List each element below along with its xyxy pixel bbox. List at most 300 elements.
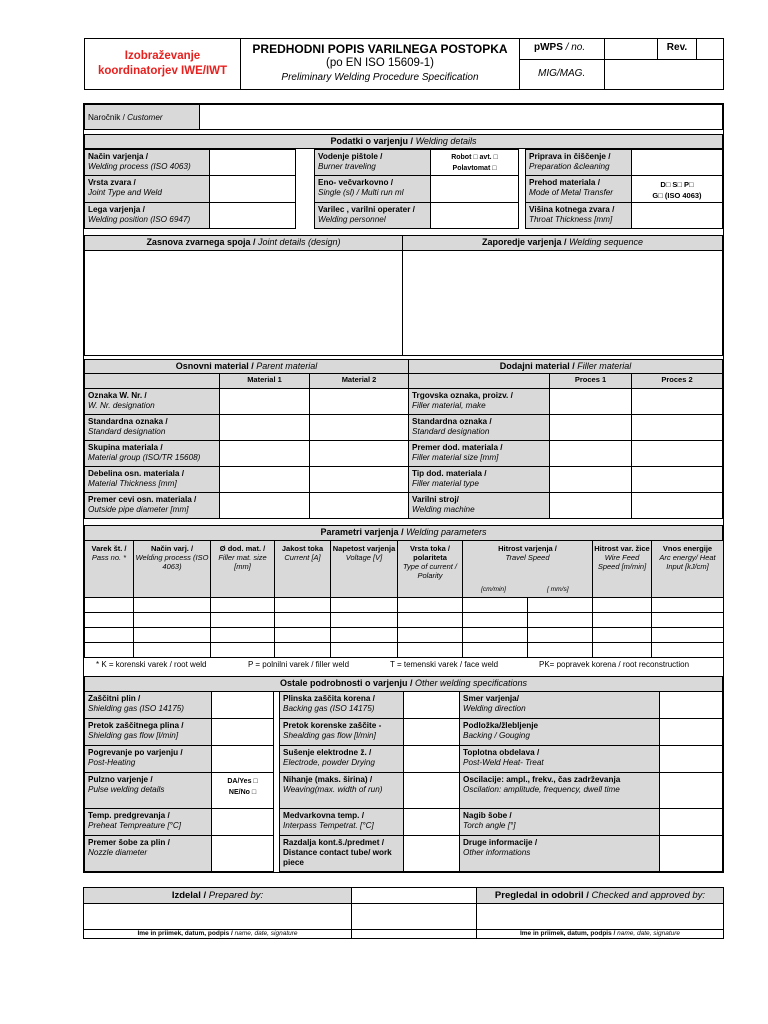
other-spec-label-c xyxy=(459,745,660,773)
param-cell[interactable] xyxy=(84,597,134,613)
param-cell[interactable] xyxy=(651,612,724,628)
welding-sequence-header xyxy=(402,235,723,251)
other-spec-field-c[interactable] xyxy=(659,718,723,746)
param-header-sl: Način varj. / xyxy=(150,544,194,553)
other-spec-field-b[interactable] xyxy=(403,835,460,872)
process-1-field[interactable] xyxy=(549,388,632,415)
pwps-label-sl: pWPS xyxy=(534,42,563,53)
process-2-field[interactable] xyxy=(631,492,723,519)
material-1-field[interactable] xyxy=(219,466,310,493)
pulse-yes-option[interactable]: DA/Yes □ xyxy=(227,778,258,785)
prepared-signature-extra[interactable] xyxy=(351,903,477,930)
single-multi-run-label xyxy=(314,175,431,203)
label-en: Preheat Tempreature [°C] xyxy=(88,821,182,830)
param-header-en: Welding process (ISO 4063) xyxy=(135,553,209,571)
other-spec-label-b xyxy=(279,745,404,773)
label-en: Shielding gas flow [l/min] xyxy=(88,731,179,740)
label-sl: Varilec , varilni operater / xyxy=(318,205,415,214)
label-sl: Vodenje pištole / xyxy=(318,152,383,161)
label-sl: Temp. predgrevanja / xyxy=(88,811,170,820)
label-en: Pulse welding details xyxy=(88,785,165,794)
label-sl: Sušenje elektrodne ž. / xyxy=(283,748,372,757)
sig-en: name, date, signature xyxy=(234,930,298,937)
param-cell[interactable] xyxy=(133,597,211,613)
checked-en: Checked and approved by: xyxy=(591,890,706,901)
welding-sequence-area[interactable] xyxy=(402,250,723,356)
param-cell[interactable] xyxy=(84,642,134,658)
parent-material-label xyxy=(84,466,220,493)
material-2-header: Material 2 xyxy=(309,373,409,389)
parent-en: Parent material xyxy=(256,361,318,371)
param-cell[interactable] xyxy=(133,627,211,643)
process-1-field[interactable] xyxy=(549,440,632,467)
label-en: Standard designation xyxy=(88,427,166,436)
label-sl: Premer dod. materiala / xyxy=(412,443,503,452)
checked-signature-field[interactable] xyxy=(476,903,724,930)
param-cell[interactable] xyxy=(651,597,724,613)
param-cell[interactable] xyxy=(462,597,528,613)
welding-position-label xyxy=(84,202,210,229)
param-column-header xyxy=(462,540,593,598)
material-1-field[interactable] xyxy=(219,492,310,519)
other-spec-field-c[interactable] xyxy=(659,772,723,809)
pwps-label-en: / no. xyxy=(565,42,586,53)
other-spec-label-c xyxy=(459,718,660,746)
label-en: Other informations xyxy=(463,848,531,857)
label-sl: Nagib šobe / xyxy=(463,811,512,820)
label-sl: Nihanje (maks. širina) / xyxy=(283,775,373,784)
label-sl: Pretok korenske zaščite - xyxy=(283,721,382,730)
checked-sl: Pregledal in odobril / xyxy=(494,890,589,901)
joint-type-field[interactable] xyxy=(209,175,296,203)
filler-en: Filler material xyxy=(577,361,632,371)
label-en: Material Thickness [mm] xyxy=(88,479,177,488)
param-cell[interactable] xyxy=(84,612,134,628)
welding-process-label xyxy=(84,149,210,176)
sequence-sl: Zaporedje varjenja / xyxy=(482,237,567,247)
other-spec-label-a xyxy=(84,808,212,836)
parent-material-label xyxy=(84,440,220,467)
param-cell[interactable] xyxy=(133,612,211,628)
label-en: Throat Thickness [mm] xyxy=(529,215,613,224)
parent-material-label xyxy=(84,492,220,519)
param-column-header xyxy=(651,540,724,598)
label-sl: Standardna oznaka / xyxy=(412,417,492,426)
material-2-field[interactable] xyxy=(309,492,409,519)
param-cell[interactable] xyxy=(210,597,275,613)
label-en: Standard designation xyxy=(412,427,490,436)
label-en: Shielding gas (ISO 14175) xyxy=(88,704,185,713)
param-header-en: Type of current / Polarity xyxy=(402,562,458,580)
pwps-number-field[interactable] xyxy=(604,38,658,60)
page-title: PREDHODNI POPIS VARILNEGA POSTOPKA xyxy=(252,42,508,56)
label-sl: Standardna oznaka / xyxy=(88,417,168,426)
label-en: Post-Heating xyxy=(88,758,136,767)
filler-material-label xyxy=(408,492,550,519)
other-spec-label-b xyxy=(279,808,404,836)
param-cell[interactable] xyxy=(210,642,275,658)
sig-sl: Ime in priimek, datum, podpis / xyxy=(519,930,616,937)
param-cell[interactable] xyxy=(462,612,528,628)
other-spec-label-b xyxy=(279,772,404,809)
label-en: Torch angle [°] xyxy=(463,821,516,830)
label-sl: Priprava in čiščenje / xyxy=(529,152,611,161)
param-column-header xyxy=(84,540,134,598)
other-spec-field-c[interactable] xyxy=(659,808,723,836)
param-cell[interactable] xyxy=(397,597,463,613)
param-cell[interactable] xyxy=(397,612,463,628)
param-cell[interactable] xyxy=(330,627,398,643)
metal-transfer-options[interactable] xyxy=(631,175,723,203)
other-spec-field-a[interactable] xyxy=(211,808,274,836)
param-header-sl: Napetost varjenja xyxy=(332,544,396,553)
header-title-box xyxy=(240,38,520,90)
param-cell[interactable] xyxy=(330,642,398,658)
welding-personnel-label xyxy=(314,202,431,229)
other-spec-field-c[interactable] xyxy=(659,745,723,773)
other-spec-label-a xyxy=(84,718,212,746)
checked-by-header xyxy=(476,887,724,904)
joint-type-label xyxy=(84,175,210,203)
label-en: Filler material type xyxy=(412,479,479,488)
param-cell[interactable] xyxy=(527,642,593,658)
prepared-by-header xyxy=(83,887,352,904)
label-sl: Razdalja kont.š./predmet / Distance contact tube/ work piece xyxy=(283,838,392,867)
process-1-field[interactable] xyxy=(549,466,632,493)
param-cell[interactable] xyxy=(592,612,652,628)
label-en: Material group (ISO/TR 15608) xyxy=(88,453,201,462)
other-spec-label-c xyxy=(459,691,660,719)
params-sl: Parametri varjenja / xyxy=(320,527,404,537)
standard-reference: (po EN ISO 15609-1) xyxy=(325,57,435,69)
other-spec-field-a[interactable] xyxy=(211,835,274,872)
burner-traveling-label xyxy=(314,149,431,176)
param-column-header xyxy=(592,540,652,598)
param-cell[interactable] xyxy=(274,597,331,613)
filler-material-header xyxy=(408,359,723,374)
param-column-header xyxy=(210,540,275,598)
param-header-sl: Vnos energije xyxy=(662,544,713,553)
label-sl: Tip dod. materiala / xyxy=(412,469,487,478)
process-1-field[interactable] xyxy=(549,492,632,519)
prepared-by-extra xyxy=(351,887,477,904)
param-header-sl: Jakost toka xyxy=(281,544,324,553)
other-spec-field-a[interactable] xyxy=(211,718,274,746)
label-sl: Podložka/žlebljenje xyxy=(463,721,539,730)
param-cell[interactable] xyxy=(651,627,724,643)
process-2-field[interactable] xyxy=(631,440,723,467)
other-spec-label-a xyxy=(84,772,212,809)
filler-material-label xyxy=(408,388,550,415)
other-spec-field-b[interactable] xyxy=(403,808,460,836)
other-spec-field-b[interactable] xyxy=(403,745,460,773)
prepared-sl: Izdelal / xyxy=(171,890,207,901)
param-cell[interactable] xyxy=(462,627,528,643)
param-column-header xyxy=(397,540,463,598)
param-header-sl: Ø dod. mat. / xyxy=(219,544,266,553)
welding-details-sl: Podatki o varjenju / xyxy=(330,136,414,146)
label-sl: Vrsta zvara / xyxy=(88,178,136,187)
speed-unit-mm: [ mm/s] xyxy=(547,586,569,593)
param-cell[interactable] xyxy=(592,627,652,643)
other-spec-label-c xyxy=(459,835,660,872)
preparation-label xyxy=(525,149,632,176)
process-2-field[interactable] xyxy=(631,388,723,415)
customer-label xyxy=(84,104,200,130)
label-sl: Pogrevanje po varjenju / xyxy=(88,748,183,757)
param-column-header xyxy=(330,540,398,598)
label-en: Welding personnel xyxy=(318,215,386,224)
label-sl: Varilni stroj/ xyxy=(412,495,459,504)
param-header-sl: Vrsta toka / polariteta xyxy=(409,544,451,562)
prepared-en: Prepared by: xyxy=(208,890,264,901)
metal-transfer-label xyxy=(525,175,632,203)
label-sl: Premer šobe za plin / xyxy=(88,838,170,847)
param-cell[interactable] xyxy=(397,642,463,658)
robot-option-line1: Robot □ avt. □ xyxy=(451,154,498,161)
material-2-field[interactable] xyxy=(309,388,409,415)
throat-thickness-label xyxy=(525,202,632,229)
welding-process-field[interactable] xyxy=(209,149,296,176)
param-cell[interactable] xyxy=(462,642,528,658)
mig-label: MIG/MAG. xyxy=(519,59,605,90)
param-header-en: Voltage [V] xyxy=(345,553,383,562)
material-1-header: Material 1 xyxy=(219,373,310,389)
label-sl: Debelina osn. materiala / xyxy=(88,469,185,478)
legend-filler: P = polnilni varek / filler weld xyxy=(248,660,350,669)
other-spec-field-b[interactable] xyxy=(403,691,460,719)
welding-personnel-field[interactable] xyxy=(430,202,519,229)
param-header-sl: Hitrost var. žice xyxy=(594,544,650,553)
other-spec-label-a xyxy=(84,745,212,773)
material-2-field[interactable] xyxy=(309,466,409,493)
preparation-field[interactable] xyxy=(631,149,723,176)
label-sl: Medvarkovna temp. / xyxy=(283,811,364,820)
param-cell[interactable] xyxy=(592,597,652,613)
customer-field[interactable] xyxy=(199,104,723,130)
param-header-en: Filler mat. size [mm] xyxy=(218,553,267,571)
label-en: Welding direction xyxy=(463,704,526,713)
process-2-field[interactable] xyxy=(631,466,723,493)
other-spec-field-b[interactable] xyxy=(403,718,460,746)
label-en: Interpass Tempetrat. [°C] xyxy=(283,821,374,830)
label-sl: Skupina materiala / xyxy=(88,443,163,452)
param-cell[interactable] xyxy=(527,627,593,643)
label-en: Filler material size [mm] xyxy=(412,453,499,462)
mig-field[interactable] xyxy=(604,59,724,90)
param-cell[interactable] xyxy=(133,642,211,658)
customer-label-en: Customer xyxy=(127,113,163,122)
param-header-en: Travel Speed xyxy=(505,553,550,562)
label-sl: Plinska zaščita korena / xyxy=(283,694,375,703)
param-header-en: Pass no. * xyxy=(91,553,127,562)
label-sl: Lega varjenja / xyxy=(88,205,145,214)
param-cell[interactable] xyxy=(527,612,593,628)
joint-design-en: Joint details (design) xyxy=(258,237,341,247)
joint-design-sl: Zasnova zvarnega spoja / xyxy=(146,237,256,247)
sig-en: name, date, signature xyxy=(617,930,681,937)
legend-face: T = temenski varek / face weld xyxy=(390,660,499,669)
label-sl: Višina kotnega zvara / xyxy=(529,205,615,214)
other-spec-label-c xyxy=(459,808,660,836)
material-1-field[interactable] xyxy=(219,440,310,467)
param-cell[interactable] xyxy=(210,627,275,643)
param-cell[interactable] xyxy=(330,597,398,613)
label-sl: Eno- večvarkovno / xyxy=(318,178,394,187)
pass-legend xyxy=(84,658,723,672)
parent-material-label xyxy=(84,414,220,441)
param-header-en: Arc energy/ Heat Input [kJ/cm] xyxy=(659,553,716,571)
other-spec-field-a[interactable] xyxy=(211,772,274,809)
other-spec-field-a[interactable] xyxy=(211,745,274,773)
label-en: Backing gas (ISO 14175) xyxy=(283,704,375,713)
legend-reconstruction: PK= popravek korena / root reconstruction xyxy=(539,660,690,669)
param-header-sl: Varek št. / xyxy=(91,544,127,553)
process-2-field[interactable] xyxy=(631,414,723,441)
prepared-signature-caption xyxy=(83,929,352,939)
params-en: Welding parameters xyxy=(406,527,487,537)
other-spec-label-b xyxy=(279,718,404,746)
filler-sl: Dodajni material / xyxy=(499,361,575,371)
rev-field[interactable] xyxy=(696,38,724,60)
joint-design-area[interactable] xyxy=(84,250,403,356)
label-en: Burner traveling xyxy=(318,162,376,171)
filler-material-label xyxy=(408,414,550,441)
parent-material-header xyxy=(84,359,409,374)
welding-position-field[interactable] xyxy=(209,202,296,229)
label-en: Backing / Gouging xyxy=(463,731,530,740)
welding-details-header xyxy=(84,134,723,149)
param-header-sl: Hitrost varjenja / xyxy=(498,544,557,553)
label-sl: Prehod materiala / xyxy=(529,178,600,187)
pwps-label xyxy=(519,38,605,60)
robot-options[interactable] xyxy=(430,149,519,176)
org-line-2: koordinatorjev IWE/IWT xyxy=(97,65,228,77)
legend-root: * K = korenski varek / root weld xyxy=(96,660,207,669)
page-subtitle: Preliminary Welding Procedure Specification xyxy=(281,72,479,83)
speed-unit-cm: [cm/min] xyxy=(481,586,506,593)
filler-material-label xyxy=(408,440,550,467)
other-spec-label-b xyxy=(279,835,404,872)
other-specs-header xyxy=(84,676,723,692)
label-sl: Trgovska oznaka, proizv. / xyxy=(412,391,513,400)
param-cell[interactable] xyxy=(397,627,463,643)
other-spec-label-b xyxy=(279,691,404,719)
other-en: Other welding specifications xyxy=(414,678,528,688)
throat-thickness-field[interactable] xyxy=(631,202,723,229)
other-spec-field-c[interactable] xyxy=(659,835,723,872)
filler-header-blank xyxy=(408,373,550,389)
param-column-header xyxy=(274,540,331,598)
robot-option-line2: Polavtomat □ xyxy=(452,165,497,172)
label-en: Post-Weld Heat- Treat xyxy=(463,758,544,767)
customer-label-sl: Naročnik / xyxy=(88,113,125,122)
label-sl: Druge informacije / xyxy=(463,838,538,847)
param-cell[interactable] xyxy=(527,597,593,613)
label-sl: Premer cevi osn. materiala / xyxy=(88,495,197,504)
prepared-signature-field[interactable] xyxy=(83,903,352,930)
label-sl: Oscilacije: ampl., frekv., čas zadrževanja xyxy=(463,775,621,784)
sig-sl: Ime in priimek, datum, podpis / xyxy=(137,930,233,937)
single-multi-run-field[interactable] xyxy=(430,175,519,203)
other-spec-label-a xyxy=(84,835,212,872)
label-sl: Način varjenja / xyxy=(88,152,149,161)
param-cell[interactable] xyxy=(330,612,398,628)
label-sl: Smer varjenja/ xyxy=(463,694,519,703)
transfer-option-line1: D□ S□ P□ xyxy=(660,180,694,189)
label-en: Mode of Metal Transfer xyxy=(529,188,614,197)
other-sl: Ostale podrobnosti o varjenju / xyxy=(279,678,413,688)
header-org-box xyxy=(84,38,241,90)
process-1-header: Proces 1 xyxy=(549,373,632,389)
label-en: Outside pipe diameter [mm] xyxy=(88,505,189,514)
label-en: Nozzle diameter xyxy=(88,848,148,857)
label-en: Welding process (ISO 4063) xyxy=(88,162,191,171)
pulse-no-option[interactable]: NE/No □ xyxy=(228,789,257,796)
other-spec-field-c[interactable] xyxy=(659,691,723,719)
material-1-field[interactable] xyxy=(219,388,310,415)
welding-details-en: Welding details xyxy=(415,136,477,146)
param-cell[interactable] xyxy=(84,627,134,643)
process-2-header: Proces 2 xyxy=(631,373,723,389)
label-en: Oscilation: amplitude, frequency, dwell time xyxy=(463,785,620,794)
param-column-header xyxy=(133,540,211,598)
org-line-1: Izobraževanje xyxy=(124,50,201,62)
label-en: Electrode, powder Drying xyxy=(283,758,375,767)
param-cell[interactable] xyxy=(274,627,331,643)
label-en: Filler material, make xyxy=(412,401,486,410)
signature-caption-blank xyxy=(351,929,477,939)
param-cell[interactable] xyxy=(651,642,724,658)
filler-material-label xyxy=(408,466,550,493)
param-cell[interactable] xyxy=(592,642,652,658)
label-en: Welding machine xyxy=(412,505,475,514)
label-en: Joint Type and Weld xyxy=(88,188,162,197)
label-sl: Oznaka W. Nr. / xyxy=(88,391,147,400)
label-en: Single (sl) / Multi run ml xyxy=(318,188,404,197)
other-spec-label-c xyxy=(459,772,660,809)
other-spec-label-a xyxy=(84,691,212,719)
checked-signature-caption xyxy=(476,929,724,939)
parent-material-label xyxy=(84,388,220,415)
label-en: Preparation &cleaning xyxy=(529,162,610,171)
sequence-en: Welding sequence xyxy=(569,237,643,247)
process-1-field[interactable] xyxy=(549,414,632,441)
material-2-field[interactable] xyxy=(309,414,409,441)
parent-header-blank xyxy=(84,373,220,389)
label-en: Welding position (ISO 6947) xyxy=(88,215,191,224)
label-sl: Toplotna obdelava / xyxy=(463,748,540,757)
label-en: Shealding gas flow [l/min] xyxy=(283,731,376,740)
label-sl: Pretok zaščitnega plina / xyxy=(88,721,184,730)
label-sl: Zaščitni plin / xyxy=(88,694,141,703)
rev-label: Rev. xyxy=(657,38,697,60)
param-cell[interactable] xyxy=(274,642,331,658)
param-header-en: Current [A] xyxy=(284,553,321,562)
other-spec-field-a[interactable] xyxy=(211,691,274,719)
other-spec-field-b[interactable] xyxy=(403,772,460,809)
param-cell[interactable] xyxy=(210,612,275,628)
joint-design-header xyxy=(84,235,403,251)
material-2-field[interactable] xyxy=(309,440,409,467)
param-cell[interactable] xyxy=(274,612,331,628)
material-1-field[interactable] xyxy=(219,414,310,441)
label-en: Weaving(max. width of run) xyxy=(283,785,383,794)
param-header-en: Wire Feed Speed [m/min] xyxy=(597,553,647,571)
parent-sl: Osnovni material / xyxy=(175,361,254,371)
label-sl: Pulzno varjenje / xyxy=(88,775,153,784)
label-en: W. Nr. designation xyxy=(88,401,155,410)
